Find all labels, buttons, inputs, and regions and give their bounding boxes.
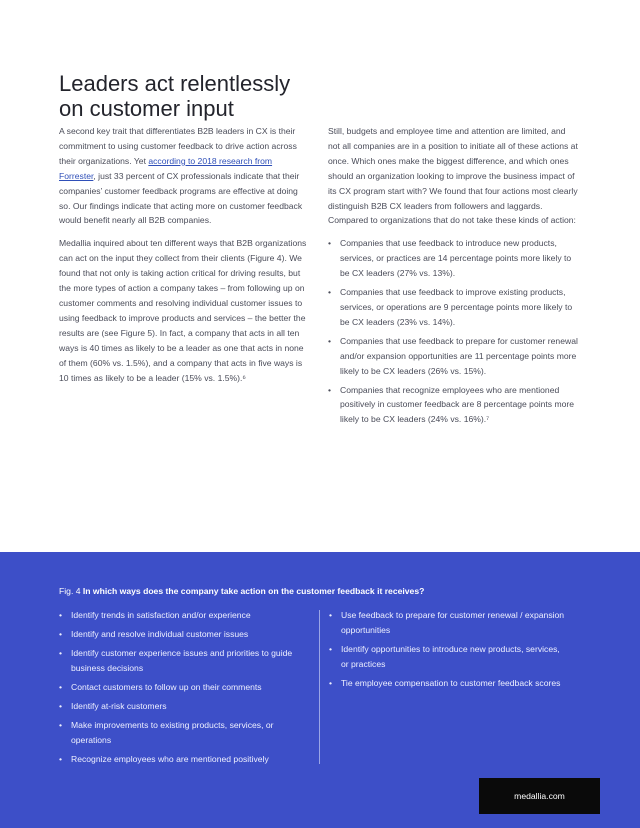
budgets-paragraph: Still, budgets and employee time and attention are limited, and not all companies are in a position to initiate all of these actions at once. Which ones make the biggest difference, and which ones should an organization looking to improve the business impact of its CX program start with? We found that four actions most clearly distinguish B2B CX leaders from followers and laggards. Compared to organizations that do not take these kinds of action: xyxy=(328,126,578,226)
figure-question: In which ways does the company take action on the customer feedback it receives? xyxy=(82,586,425,596)
column-divider xyxy=(319,610,320,764)
list-item: • Identify and resolve individual customer issues xyxy=(59,627,299,642)
list-item: • Use feedback to prepare for customer renewal / expansion opportunities xyxy=(329,608,569,638)
list-item: • Companies that recognize employees who are mentioned positively in customer feedback are 8 percentage points more likely to be CX leaders (24% vs. 16%).⁷ xyxy=(328,383,578,428)
list-item: • Tie employee compensation to customer feedback scores xyxy=(329,676,569,691)
list-item: • Contact customers to follow up on their comments xyxy=(59,680,299,695)
figure-right-list xyxy=(329,608,569,695)
list-item: • Identify at-risk customers xyxy=(59,699,299,714)
leader-actions-list xyxy=(328,236,578,427)
right-text-column xyxy=(328,124,578,431)
list-item: • Companies that use feedback to introduce new products, services, or practices are 14 percentage points more likely to be CX leaders (27% vs. 13%). xyxy=(328,236,578,281)
list-item: • Companies that use feedback to improve existing products, services, or operations are 9 percentage points more likely to be CX leaders (23% vs. 14%). xyxy=(328,285,578,330)
site-label: medallia.com xyxy=(514,791,565,801)
findings-paragraph: Medallia inquired about ten different ways that B2B organizations can act on the input they collect from their clients (Figure 4). We found that not only is taking action critical for driving results, but the more types of action a company takes – from following up on customer comments and resolving individual customer issues to using feedback to improve products and services – the better the results are (see Figure 5). In fact, a company that acts in all ten ways is 40 times as likely to be a leader as one that acts in none of them (60% vs. 1.5%), and a company that acts in five ways is 10 times as likely to be a leader (15% vs. 1.5%).⁶ xyxy=(59,238,307,383)
list-item: • Identify trends in satisfaction and/or experience xyxy=(59,608,299,623)
intro-paragraph xyxy=(59,124,309,228)
intro-text-start: A second key trait that differentiates B2B leaders in CX is their commitment to using customer feedback to drive action across their organizations. Yet xyxy=(59,126,297,166)
figure-caption xyxy=(59,585,579,597)
site-link[interactable] xyxy=(479,778,600,814)
forrester-research-link[interactable]: according to 2018 research from Forrester xyxy=(59,155,273,181)
list-item: • Make improvements to existing products, services, or operations xyxy=(59,718,299,748)
list-item: • Identify customer experience issues and priorities to guide business decisions xyxy=(59,646,299,676)
figure-label: Fig. 4 xyxy=(59,586,81,596)
page-title: Leaders act relentlessly on customer input xyxy=(59,70,291,121)
intro-text-end: , just 33 percent of CX professionals indicate that their companies’ customer feedback programs are effective at doing so. Our findings indicate that acting more on customer feedback would benefit nearly all B2B companies. xyxy=(59,170,303,226)
list-item: • Identify opportunities to introduce new products, services, or practices xyxy=(329,642,569,672)
figure-4-band xyxy=(0,552,640,828)
figure-left-list xyxy=(59,608,299,771)
list-item: • Companies that use feedback to prepare for customer renewal and/or expansion opportunities are 11 percentage points more likely to be CX leaders (26% vs. 15%). xyxy=(328,334,578,379)
list-item: • Recognize employees who are mentioned positively xyxy=(59,752,299,767)
left-text-column xyxy=(59,124,309,393)
